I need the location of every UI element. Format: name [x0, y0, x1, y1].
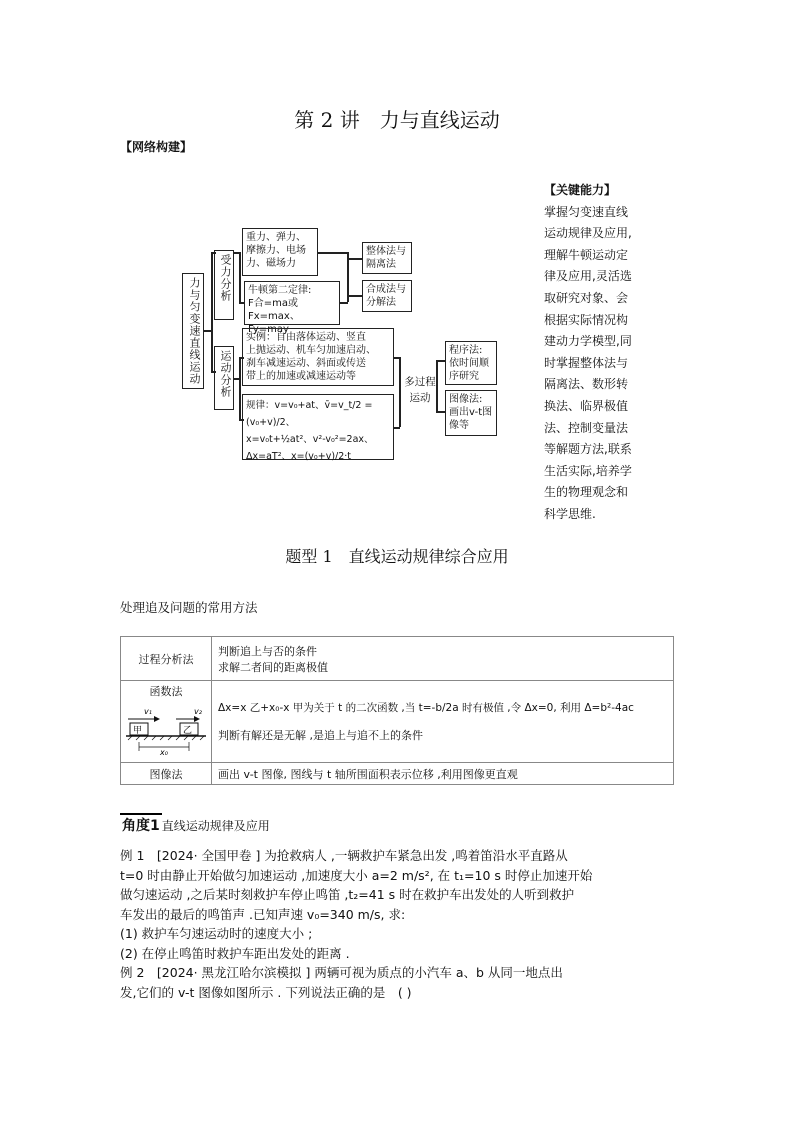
- graph-method-box: 图像法: 画出v-t图 像等: [445, 390, 497, 436]
- rules-box: 规律：v=v₀+at、v̄=v_t/2 =(v₀+v)/2、 x=v₀t+½at²、v²-v₀²=2ax、 Δx=aT²、x=(v₀+v)/2·t: [242, 394, 394, 460]
- table-caption: 处理追及问题的常用方法: [120, 600, 258, 615]
- network-label: 【网络构建】: [120, 140, 193, 154]
- method-cell: 图像法: [121, 763, 212, 785]
- chase-diagram: [124, 699, 208, 757]
- jia-label: 甲: [133, 726, 143, 736]
- method-cell: 函数法 v₁ v₂ 甲 乙 x₀: [121, 681, 212, 763]
- root-box: 力与匀变速直线运动: [182, 273, 204, 389]
- page-title: 第 2 讲 力与直线运动: [294, 108, 500, 132]
- content-cell: 画出 v-t 图像, 图线与 t 轴所围面积表示位移 ,利用图像更直观: [212, 763, 674, 785]
- table-row: [121, 681, 674, 763]
- methods-table: [120, 636, 674, 785]
- multi-process-label: 多过程 运动: [404, 376, 436, 404]
- examples-box: 实例：自由落体运动、竖直 上抛运动、机车匀加速启动、 刹车减速运动、斜面或传送 带上的加速或减速运动等: [242, 328, 394, 386]
- forces-box: 重力、弹力、 摩擦力、电场 力、磁场力: [242, 228, 318, 276]
- table-row: [121, 763, 674, 785]
- x0-label: x₀: [160, 748, 168, 757]
- v2-label: v₂: [194, 707, 202, 716]
- method-cell: 过程分析法: [121, 637, 212, 681]
- table-row: [121, 637, 674, 681]
- v1-label: v₁: [144, 707, 152, 716]
- motion-analysis-box: 运动分析: [214, 346, 234, 410]
- angle-badge: 角度1: [120, 813, 162, 835]
- composition-box: 合成法与 分解法: [362, 280, 412, 312]
- content-cell: 判断追上与否的条件 求解二者间的距离极值: [212, 637, 674, 681]
- section-title: 题型 1 直线运动规律综合应用: [285, 547, 509, 566]
- angle-heading: 角度1 直线运动规律及应用: [120, 813, 270, 835]
- content-cell: Δx=x 乙+x₀-x 甲为关于 t 的二次函数 ,当 t=-b/2a 时有极值 ,令 Δx=0, 利用 Δ=b²-4ac 判断有解还是无解 ,是追上与追不上的条件: [212, 681, 674, 763]
- yi-label: 乙: [183, 726, 193, 736]
- procedure-box: 程序法: 依时间顺 序研究: [445, 341, 497, 385]
- newton-box: 牛顿第二定律: F合=ma或Fx=max、 Fy=may: [244, 281, 340, 325]
- body-text: 例 1 [2024· 全国甲卷 ] 为抢救病人 ,一辆救护车紧急出发 ,鸣着笛沿水平直路从 t=0 时由静止开始做匀加速运动 ,加速度大小 a=2 m/s², 在 t₁=10 s 时停止加速开始 做匀速运动 ,之后某时刻救护车停止鸣笛 ,t₂=41 s 时在救护车出发处的人听到救护 车发出的最后的鸣笛声 .已知声速 v₀=340 m/s, 求: (1) 救护车匀速运动时的速度大小 ; (2) 在停止鸣笛时救护车距出发处的距离 . 例 2 [2024· 黑龙江哈尔滨模拟 ] 两辆可视为质点的小汽车 a、b 从同一地点出 发,它们的 v-t 图像如图所示 . 下列说法正确的是 ( ): [120, 848, 593, 1000]
- key-ability: 【关键能力】 掌握匀变速直线 运动规律及应用, 理解牛顿运动定 律及应用,灵活选 取研究对象、会 根据实际情况构 建动力学模型,同 时掌握整体法与 隔离法、数形转 换法、临界极值 法、控制变量法 等解题方法,联系 生活实际,培养学 生的物理观念和 科学思维.: [544, 183, 632, 521]
- whole-isolation-box: 整体法与 隔离法: [362, 242, 412, 274]
- force-analysis-box: 受力分析: [214, 250, 234, 320]
